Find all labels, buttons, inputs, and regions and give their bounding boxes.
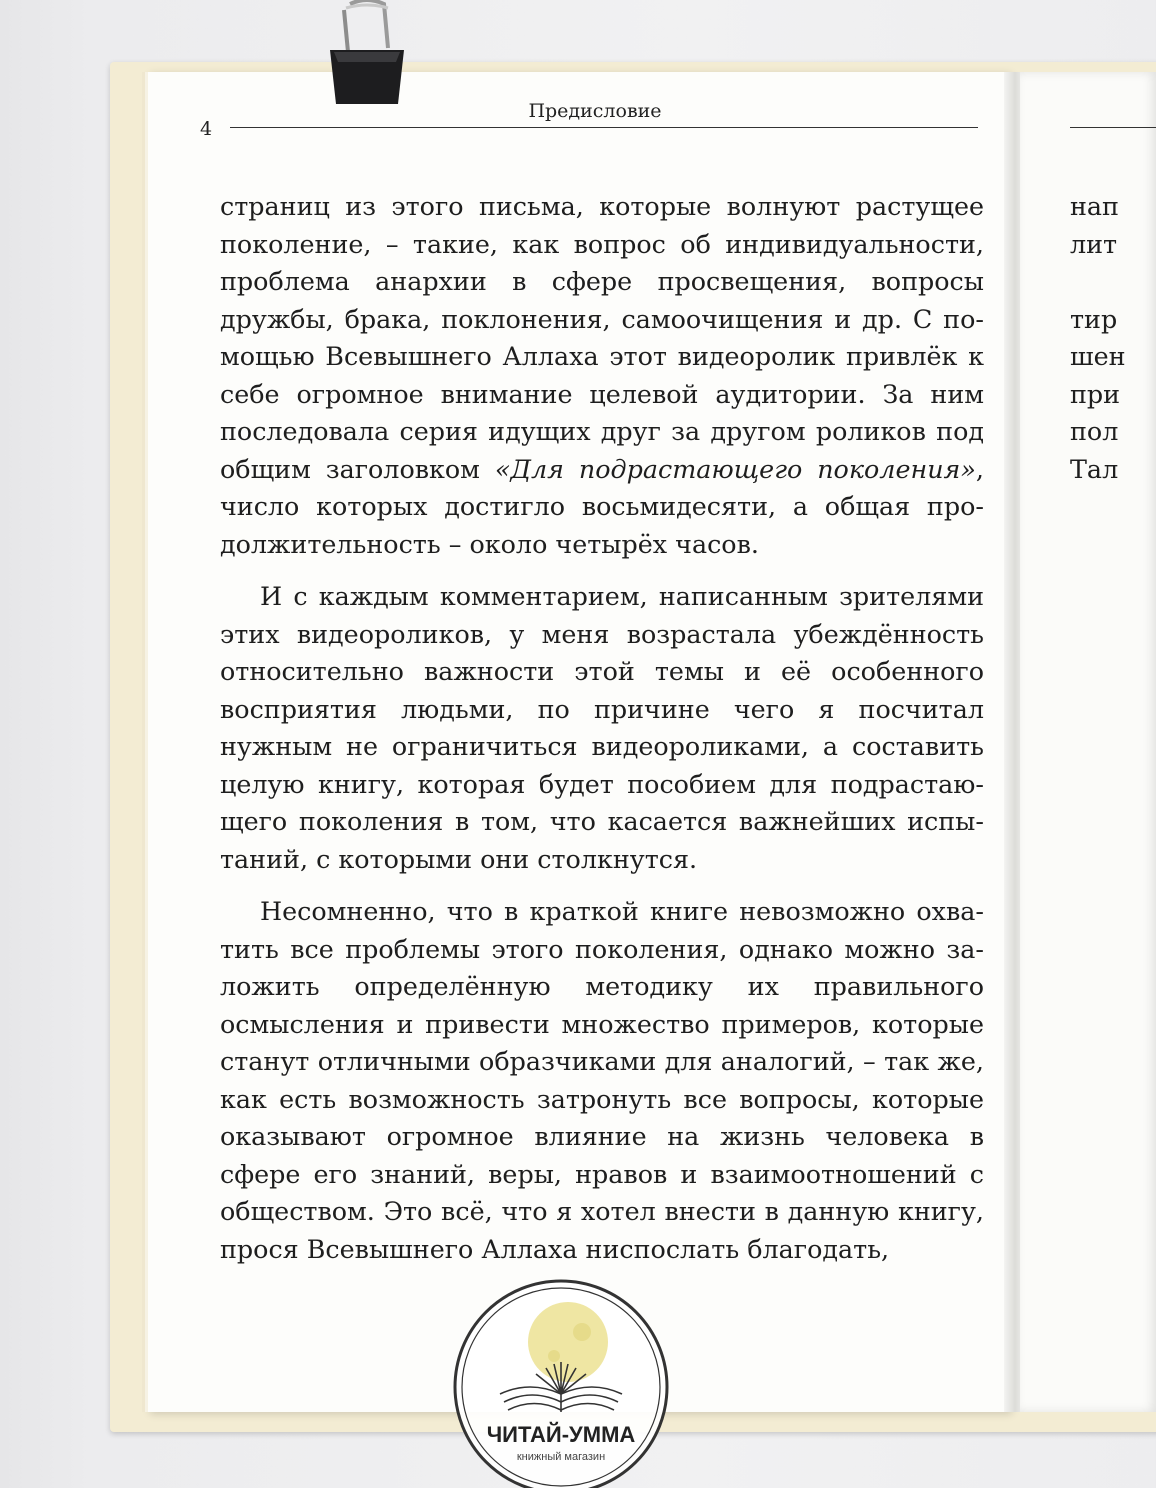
text-line: ного восприятия людьми, по причине чего я посчитал xyxy=(220,656,984,724)
fragment-line: шен xyxy=(1070,341,1126,371)
text-line: страниц из этого письма, которые волнуют растущее xyxy=(220,191,984,221)
text-line: тить все проблемы этого поколения, однако можно за xyxy=(220,933,984,964)
text-line: мощью Всевышнего Аллаха этот видеоролик привлёк к xyxy=(220,341,984,371)
text-line: рые оказывают огромное влияние на жизнь человека в xyxy=(220,1083,984,1151)
fragment-line: тир xyxy=(1070,303,1118,334)
text-line: должительность – около четырёх часов. xyxy=(220,528,759,559)
facing-page-text xyxy=(1070,188,1156,488)
text-line: таний, с которыми они столкнутся. xyxy=(220,843,698,874)
page-body xyxy=(220,188,984,1283)
moon-icon xyxy=(528,1302,608,1382)
text-line: последовала серия идущих друг за другом роликов под xyxy=(220,416,984,446)
text-line: нужным не ограничиться видеороликами, а составить xyxy=(220,731,984,761)
text-line: проблема анархии в сфере просвещения, вопросы xyxy=(220,266,984,296)
binder-clip-icon xyxy=(322,0,412,112)
text-line: прося Всевышнего Аллаха ниспослать благодать, xyxy=(220,1233,890,1264)
text-line: осмысления и привести множество примеров, которые xyxy=(220,1008,984,1039)
text-line: ность относительно важности этой темы и её особен xyxy=(220,618,984,686)
text-line: И с каждым комментарием, написанным зрите xyxy=(260,581,916,611)
facing-page-header-rule xyxy=(1070,127,1156,128)
text-line: же, как есть возможность затронуть все вопросы, кото xyxy=(220,1046,985,1114)
text-line: Несомненно, что в краткой книге невозможно охва xyxy=(260,896,984,926)
header-rule xyxy=(230,127,978,128)
text-line: дружбы, брака, поклонения, самоочищения и др. С по xyxy=(220,303,984,334)
text-line: сфере его знаний, веры, нравов и взаимоотношений с xyxy=(220,1158,984,1189)
fragment-line: Тал xyxy=(1070,453,1119,484)
text-line: станут отличными образчиками для аналогий, – так xyxy=(220,1046,930,1076)
series-title: «Для подрастающего поколения» xyxy=(494,453,976,484)
fragment-line: нап xyxy=(1070,191,1119,221)
text-line: обществом. Это всё, что я хотел внести в данную книгу, xyxy=(220,1196,984,1226)
text-line: ложить определённую методику их правильного xyxy=(220,971,984,1001)
fragment-line xyxy=(1070,263,1156,301)
fragment-line: лит xyxy=(1070,228,1118,259)
text-line: число которых достигло восьмидесяти, а общая про xyxy=(220,491,984,521)
text-line: щего поколения в том, что касается важнейших испы xyxy=(220,806,984,836)
logo-title: ЧИТАЙ-УММА xyxy=(486,1422,636,1447)
running-head xyxy=(200,100,978,140)
text-line: , xyxy=(975,453,984,484)
text-line: поколение, – такие, как вопрос об индивидуальности, xyxy=(220,228,984,259)
store-logo xyxy=(450,1276,672,1488)
paragraph-3 xyxy=(220,893,984,1268)
text-line: целую книгу, которая будет пособием для подрастаю xyxy=(220,768,984,799)
paragraph-1 xyxy=(220,188,984,563)
running-title: Предисловие xyxy=(528,100,662,122)
text-line: лями этих видеороликов, у меня возрастала убеждён xyxy=(220,581,984,649)
logo-subtitle: книжный магазин xyxy=(516,1451,606,1463)
text-line: себе огромное внимание целевой аудитории. За ним xyxy=(220,378,984,409)
text-line: общим заголовком xyxy=(220,453,495,484)
paragraph-2 xyxy=(220,578,984,878)
page-number: 4 xyxy=(200,118,213,140)
fragment-line: пол xyxy=(1070,416,1119,446)
fragment-line: при xyxy=(1070,378,1121,409)
